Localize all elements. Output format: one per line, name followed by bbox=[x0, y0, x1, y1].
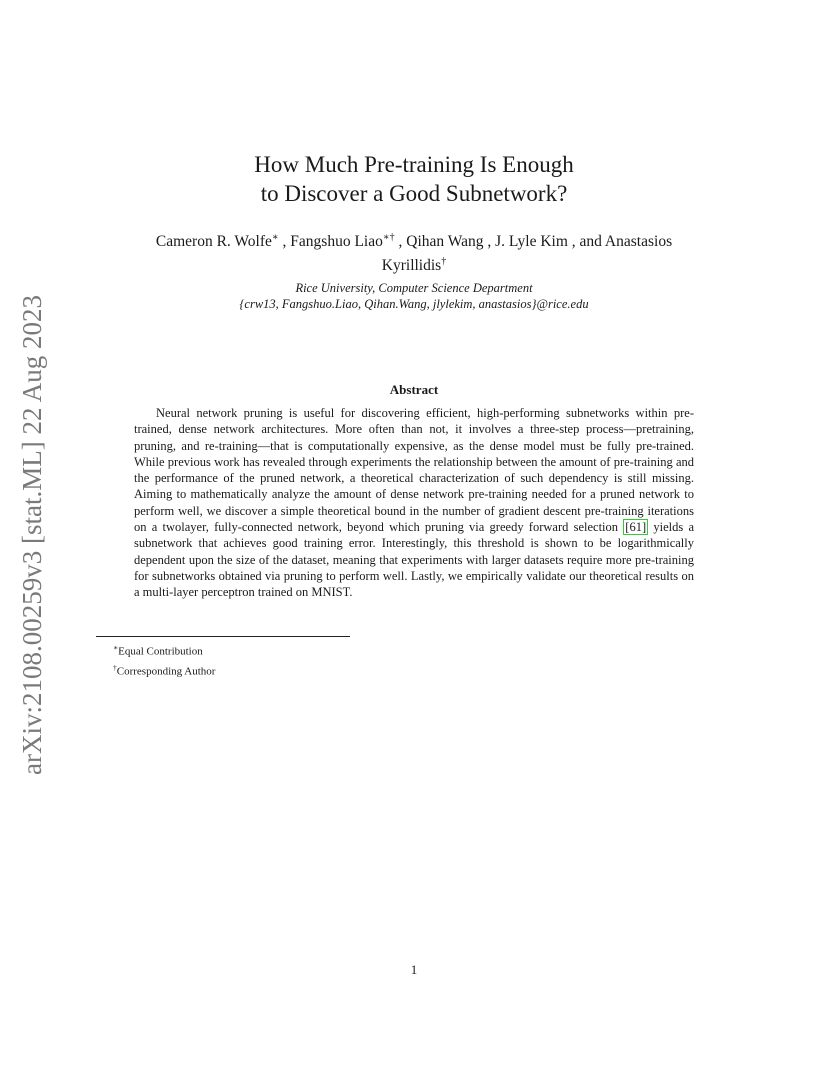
corresponding-mark: † bbox=[441, 256, 447, 268]
title-line-2: to Discover a Good Subnetwork? bbox=[260, 181, 568, 206]
author-emails: {crw13, Fangshuo.Liao, Qihan.Wang, jlylekim, anastasios}@rice.edu bbox=[239, 297, 589, 311]
paper-title bbox=[100, 150, 728, 208]
author-list bbox=[110, 228, 718, 276]
institution: Rice University, Computer Science Department bbox=[295, 281, 533, 295]
author-wolfe: Cameron R. Wolfe bbox=[155, 233, 272, 251]
footnote-corresponding-author bbox=[113, 660, 215, 680]
author-liao: , Fangshuo Liao bbox=[278, 233, 383, 251]
footnotes bbox=[113, 640, 215, 680]
footnote-divider bbox=[96, 636, 350, 637]
arxiv-identifier-stamp: arXiv:2108.00259v3 [stat.ML] 22 Aug 2023 bbox=[17, 295, 47, 775]
citation-link[interactable]: [61] bbox=[625, 520, 647, 535]
equal-corresponding-mark: ∗† bbox=[382, 232, 395, 243]
footnote-text: Equal Contribution bbox=[118, 645, 203, 658]
footnote-mark: ∗ bbox=[113, 643, 119, 652]
footnote-text: Corresponding Author bbox=[116, 665, 216, 678]
affiliation-block bbox=[100, 280, 728, 312]
footnote-equal-contribution bbox=[113, 640, 215, 660]
footnote-mark: † bbox=[113, 663, 117, 673]
title-line-1: How Much Pre-training Is Enough bbox=[254, 152, 574, 177]
author-kyrillidis: Kyrillidis bbox=[381, 257, 442, 275]
abstract-heading: Abstract bbox=[389, 382, 439, 397]
equal-contribution-mark: ∗ bbox=[271, 232, 279, 243]
author-rest: , Qihan Wang , J. Lyle Kim , and Anastasios bbox=[394, 233, 673, 251]
abstract-text-part-2: yields a subnetwork that achieves good training error. Interestingly, this threshold is shown to be logarithmically dependent upon the size of the dataset, meaning that experiments with larger datasets require more pre-training for subnetworks obtained via pruning to perform well. Lastly, we empirically validate our theoretical results on a multi-layer perceptron trained on MNIST. bbox=[134, 520, 694, 600]
page-number: 1 bbox=[410, 962, 418, 977]
abstract-text-part-1: Neural network pruning is useful for discovering efficient, high-performing subnetworks within pre-trained, dense network architectures. More often than not, it involves a three-step process—pretraining, pruning, and re-training—that is computationally expensive, as the dense model must be fully pre-trained. While previous work has revealed through experiments the relationship between the amount of pre-training and the performance of the pruned network, a theoretical characterization of such dependency is still missing. Aiming to mathematically analyze the amount of dense network pre-training needed for a pruned network to perform well, we discover a simple theoretical bound in the number of gradient descent pre-training iterations on a twolayer, fully-connected network, beyond which pruning via greedy forward selection bbox=[134, 406, 694, 535]
abstract-text bbox=[134, 405, 694, 601]
